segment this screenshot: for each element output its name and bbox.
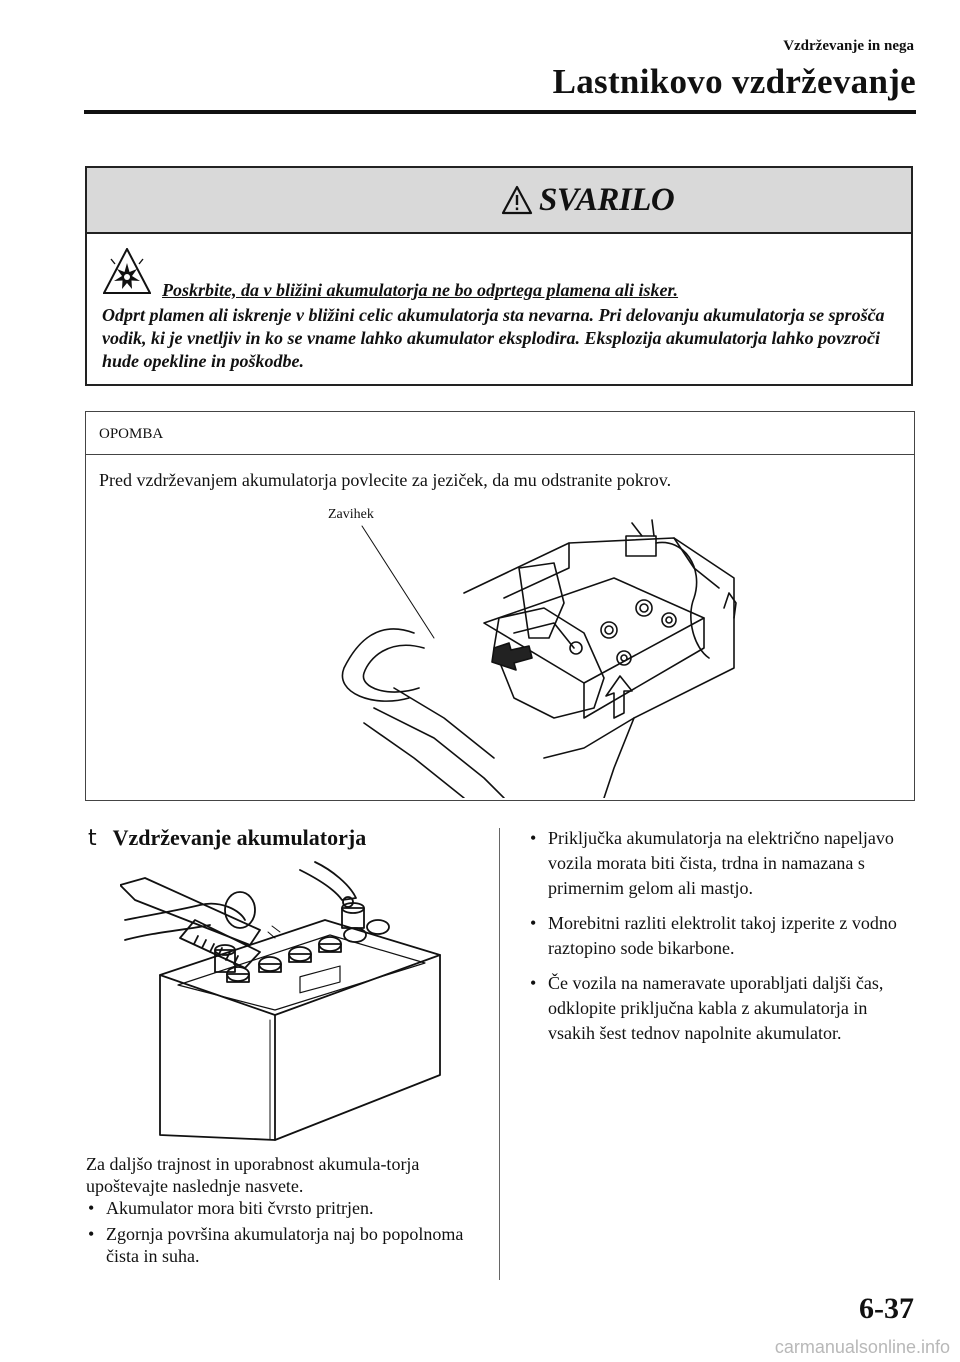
list-item: • Akumulator mora biti čvrsto pritrjen.	[86, 1197, 496, 1219]
section-bullet-glyph: t	[88, 826, 97, 851]
left-bullet-list	[86, 1197, 496, 1271]
intro-text: Za daljšo trajnost in uporabnost akumula-torja upoštevajte naslednje nasvete.	[86, 1154, 420, 1196]
maintenance-heading	[88, 825, 366, 851]
list-item: • Če vozila na nameravate uporabljati daljši čas, odklopite priključna kabla z akumulatorja in vsakih šest tednov napolnite akumulator.	[528, 971, 918, 1046]
note-text: Pred vzdrževanjem akumulatorja povlecite za jeziček, da mu odstranite pokrov.	[99, 470, 672, 490]
battery-cover-illustration	[314, 508, 744, 798]
warning-lead: Poskrbite, da v bližini akumulatorja ne bo odprtega plamena ali isker.	[162, 280, 679, 300]
warning-body: Odprt plamen ali iskrenje v bližini celic akumulatorja sta nevarna. Pri delovanju akumulatorja se sprošča vodik, ki je vnetljiv in ko se vname lahko akumulator eksplodira. Eksplozija akumulatorja lahko povzroči hude opekline in poškodbe.	[102, 305, 885, 371]
column-divider	[499, 828, 500, 1280]
warning-header	[87, 168, 911, 234]
battery-cleaning-illustration	[120, 860, 450, 1150]
warning-title: SVARILO	[539, 182, 675, 218]
page-number: 6-37	[859, 1292, 914, 1325]
section-title: Lastnikovo vzdrževanje	[552, 62, 916, 101]
note-title: OPOMBA	[99, 426, 164, 442]
header-rule	[84, 110, 916, 114]
right-bullet-list	[528, 826, 918, 1056]
figure-callout-label: Zavihek	[328, 507, 374, 522]
running-head: Vzdrževanje in nega	[783, 38, 914, 54]
note-box	[85, 411, 915, 801]
warning-triangle-icon	[501, 185, 533, 215]
maintenance-heading-text: Vzdrževanje akumulatorja	[112, 825, 367, 850]
list-item: • Priključka akumulatorja na električno napeljavo vozila morata biti čista, trdna in namazana s primernim gelom ali mastjo.	[528, 826, 918, 901]
warning-box	[85, 166, 913, 386]
note-header	[86, 412, 914, 455]
explosion-hazard-icon	[103, 248, 151, 294]
list-item: • Morebitni razliti elektrolit takoj izperite z vodno raztopino sode bikarbone.	[528, 911, 918, 961]
watermark: carmanualsonline.info	[774, 1337, 950, 1357]
list-item: • Zgornja površina akumulatorja naj bo popolnoma čista in suha.	[86, 1223, 496, 1267]
